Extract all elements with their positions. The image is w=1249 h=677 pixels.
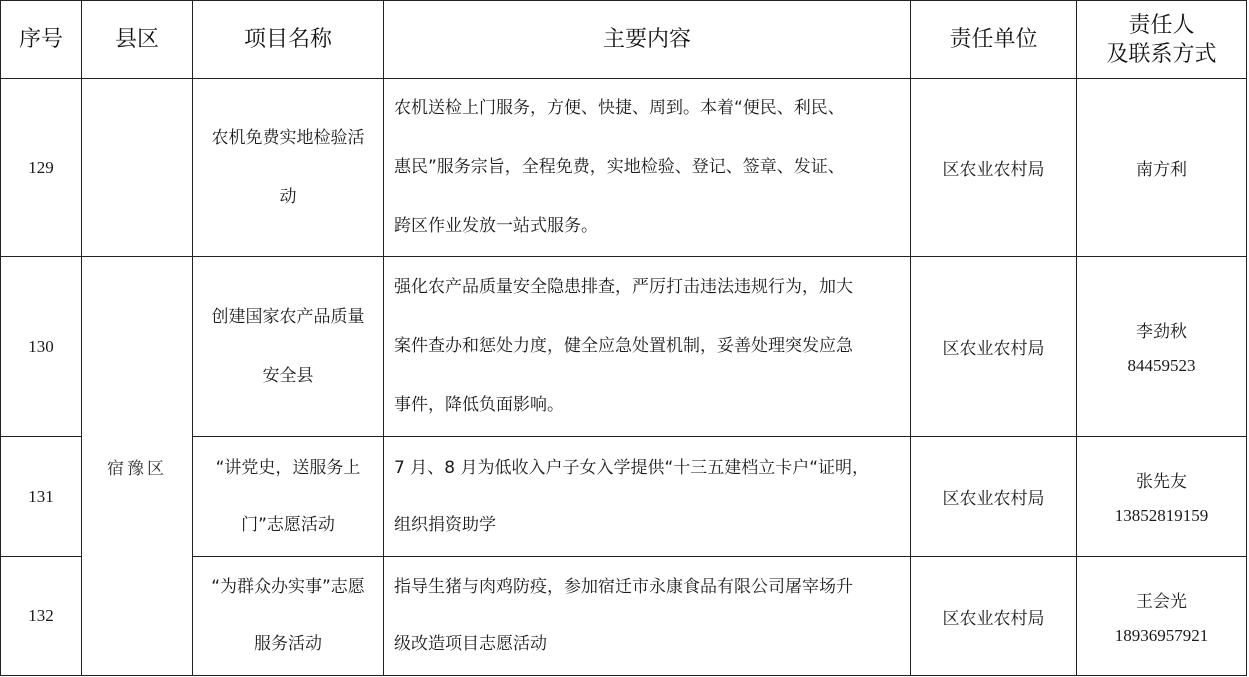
project-line: 服务活动 bbox=[254, 634, 322, 654]
header-content: 主要内容 bbox=[384, 1, 911, 79]
row-person bbox=[1077, 557, 1247, 676]
table-row bbox=[1, 79, 1247, 257]
row-seq: 131 bbox=[1, 437, 82, 557]
table-row bbox=[1, 257, 1247, 437]
row-content bbox=[384, 557, 911, 676]
row-person bbox=[1077, 257, 1247, 437]
row-content bbox=[384, 257, 911, 437]
content-line: 案件查办和惩处力度，健全应急处置机制，妥善处理突发应急 bbox=[394, 336, 853, 356]
header-seq: 序号 bbox=[1, 1, 82, 79]
project-line: 门”志愿活动 bbox=[241, 514, 335, 535]
row-project bbox=[193, 79, 384, 257]
content-line: 惠民”服务宗旨，全程免费，实地检验、登记、签章、发证、 bbox=[394, 157, 845, 177]
content-line: 指导生猪与肉鸡防疫，参加宿迁市永康食品有限公司屠宰场升 bbox=[394, 577, 853, 597]
row-seq: 130 bbox=[1, 257, 82, 437]
row-unit: 区农业农村局 bbox=[911, 79, 1077, 257]
person-name: 王会光 bbox=[1136, 591, 1187, 612]
row-project bbox=[193, 557, 384, 676]
project-line: “为群众办实事”志愿 bbox=[211, 577, 365, 597]
row-project bbox=[193, 437, 384, 557]
person-name: 李劲秋 bbox=[1136, 322, 1187, 342]
row-content bbox=[384, 437, 911, 557]
header-county: 县区 bbox=[82, 1, 193, 79]
person-phone: 84459523 bbox=[1127, 356, 1196, 375]
row-seq: 132 bbox=[1, 557, 82, 676]
content-line: 组织捐资助学 bbox=[394, 514, 496, 535]
row-content bbox=[384, 79, 911, 257]
project-line: “讲党史，送服务上 bbox=[215, 457, 361, 478]
row-project bbox=[193, 257, 384, 437]
header-person bbox=[1077, 1, 1247, 79]
project-line: 农机免费实地检验活 bbox=[211, 127, 365, 148]
header-person-line2: 及联系方式 bbox=[1106, 41, 1217, 67]
person-phone: 13852819159 bbox=[1114, 506, 1209, 525]
project-line: 动 bbox=[279, 186, 297, 207]
county-cell-empty bbox=[82, 79, 193, 257]
header-person-line1: 责任人 bbox=[1128, 12, 1195, 38]
row-unit: 区农业农村局 bbox=[911, 257, 1077, 437]
content-line: 强化农产品质量安全隐患排查，严厉打击违法违规行为，加大 bbox=[394, 277, 853, 297]
person-name: 南方利 bbox=[1136, 160, 1187, 180]
row-unit: 区农业农村局 bbox=[911, 557, 1077, 676]
county-cell: 宿豫区 bbox=[82, 257, 193, 676]
row-person bbox=[1077, 79, 1247, 257]
content-line: 级改造项目志愿活动 bbox=[394, 634, 547, 654]
row-person bbox=[1077, 437, 1247, 557]
project-line: 安全县 bbox=[262, 365, 314, 386]
project-line: 创建国家农产品质量 bbox=[211, 306, 365, 327]
header-project: 项目名称 bbox=[193, 1, 384, 79]
content-line: 跨区作业发放一站式服务。 bbox=[394, 216, 598, 236]
header-unit: 责任单位 bbox=[911, 1, 1077, 79]
content-line: 农机送检上门服务，方便、快捷、周到。本着“便民、利民、 bbox=[394, 98, 845, 118]
content-line: 7 月、8 月为低收入户子女入学提供“十三五建档立卡户“证明， bbox=[394, 457, 870, 478]
person-name: 张先友 bbox=[1136, 472, 1187, 492]
header-row bbox=[1, 1, 1247, 79]
row-unit: 区农业农村局 bbox=[911, 437, 1077, 557]
person-phone: 18936957921 bbox=[1114, 625, 1209, 645]
row-seq: 129 bbox=[1, 79, 82, 257]
content-line: 事件，降低负面影响。 bbox=[394, 395, 564, 415]
